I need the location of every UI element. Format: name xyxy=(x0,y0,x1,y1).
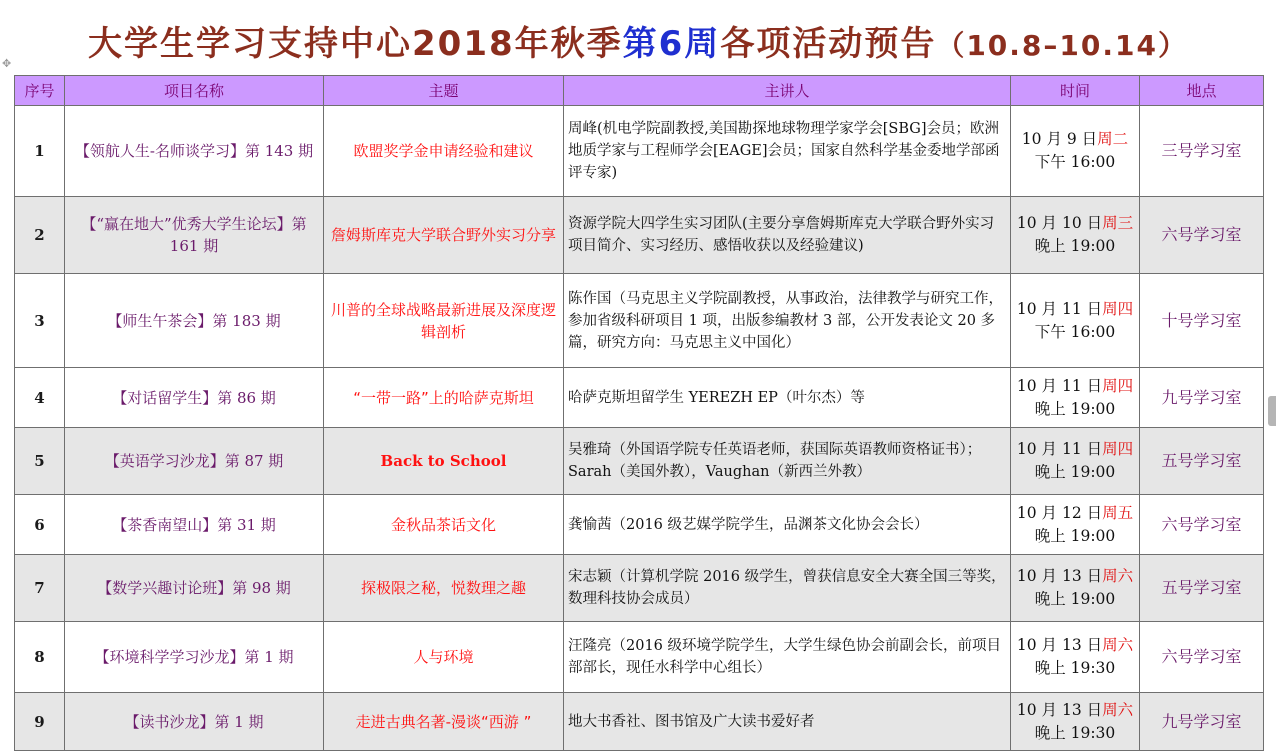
weekday: 周六 xyxy=(1102,700,1134,719)
time-cell xyxy=(1011,693,1140,751)
speaker: 哈萨克斯坦留学生 YEREZH EP（叶尔杰）等 xyxy=(564,368,1011,428)
table-row xyxy=(15,274,1264,368)
topic: 走进古典名著-漫谈“西游 ” xyxy=(324,693,564,751)
row-number: 1 xyxy=(15,106,65,197)
clock-time: 晚上 19:30 xyxy=(1034,659,1116,677)
project-name: 【“赢在地大”优秀大学生论坛】第 161 期 xyxy=(65,197,324,274)
date: 10 月 13 日 xyxy=(1016,567,1103,585)
table-row xyxy=(15,693,1264,751)
clock-time: 晚上 19:00 xyxy=(1034,590,1116,608)
table-header-row xyxy=(15,76,1264,106)
speaker: 陈作国（马克思主义学院副教授，从事政治，法律教学与研究工作，参加省级科研项目 1 项，出版参编教材 3 部，公开发表论文 20 多篇，研究方向：马克思主义中国化） xyxy=(564,274,1011,368)
location: 五号学习室 xyxy=(1140,555,1264,622)
weekday: 周二 xyxy=(1097,130,1129,148)
row-number: 9 xyxy=(15,693,65,751)
project-name: 【环境科学学习沙龙】第 1 期 xyxy=(65,622,324,693)
clock-time: 下午 16:00 xyxy=(1034,322,1116,341)
time-cell xyxy=(1011,106,1140,197)
time-cell xyxy=(1011,368,1140,428)
weekday: 周四 xyxy=(1102,376,1134,395)
project-name: 【英语学习沙龙】第 87 期 xyxy=(65,428,324,495)
project-name: 【读书沙龙】第 1 期 xyxy=(65,693,324,751)
location: 九号学习室 xyxy=(1140,693,1264,751)
topic: “一带一路”上的哈萨克斯坦 xyxy=(324,368,564,428)
speaker: 资源学院大四学生实习团队(主要分享詹姆斯库克大学联合野外实习项目简介、实习经历、感悟收获以及经验建议) xyxy=(564,197,1011,274)
table-row xyxy=(15,368,1264,428)
project-name: 【茶香南望山】第 31 期 xyxy=(65,495,324,555)
header-no: 序号 xyxy=(15,76,65,106)
location: 六号学习室 xyxy=(1140,495,1264,555)
date: 10 月 11 日 xyxy=(1016,299,1103,318)
clock-time: 晚上 19:00 xyxy=(1034,237,1116,255)
topic: 詹姆斯库克大学联合野外实习分享 xyxy=(324,197,564,274)
date: 10 月 13 日 xyxy=(1016,700,1103,719)
activity-table xyxy=(14,75,1264,751)
topic: 探极限之秘，悦数理之趣 xyxy=(324,555,564,622)
side-scroll-tab[interactable] xyxy=(1268,396,1276,426)
topic: 金秋品茶话文化 xyxy=(324,495,564,555)
clock-time: 晚上 19:30 xyxy=(1034,723,1116,742)
title-tail: 各项活动预告 xyxy=(720,24,937,64)
clock-time: 下午 16:00 xyxy=(1034,153,1116,171)
speaker: 龚愉茜（2016 级艺媒学院学生，品渊茶文化协会会长） xyxy=(564,495,1011,555)
table-row xyxy=(15,428,1264,495)
row-number: 4 xyxy=(15,368,65,428)
date: 10 月 12 日 xyxy=(1016,503,1103,522)
time-cell xyxy=(1011,428,1140,495)
row-number: 7 xyxy=(15,555,65,622)
row-number: 3 xyxy=(15,274,65,368)
location: 五号学习室 xyxy=(1140,428,1264,495)
header-time: 时间 xyxy=(1011,76,1140,106)
row-number: 6 xyxy=(15,495,65,555)
topic: 川普的全球战略最新进展及深度逻辑剖析 xyxy=(324,274,564,368)
table-move-handle-icon[interactable]: ✥ xyxy=(2,57,12,70)
date: 10 月 10 日 xyxy=(1016,214,1103,232)
weekday: 周三 xyxy=(1102,214,1134,232)
time-cell xyxy=(1011,622,1140,693)
time-cell xyxy=(1011,495,1140,555)
location: 十号学习室 xyxy=(1140,274,1264,368)
header-location: 地点 xyxy=(1140,76,1264,106)
date: 10 月 13 日 xyxy=(1016,636,1103,654)
speaker: 周峰(机电学院副教授,美国勘探地球物理学家学会[SBG]会员；欧洲地质学家与工程师学会[EAGE]会员；国家自然科学基金委地学部函评专家) xyxy=(564,106,1011,197)
date: 10 月 9 日 xyxy=(1021,130,1098,148)
project-name: 【数学兴趣讨论班】第 98 期 xyxy=(65,555,324,622)
topic: 人与环境 xyxy=(324,622,564,693)
project-name: 【对话留学生】第 86 期 xyxy=(65,368,324,428)
table-row xyxy=(15,495,1264,555)
title-date-range: （10.8–10.14） xyxy=(936,29,1188,62)
title-main: 大学生学习支持中心2018年秋季 xyxy=(88,24,623,64)
topic: Back to School xyxy=(324,428,564,495)
page-title xyxy=(0,16,1276,68)
title-week: 第6周 xyxy=(622,24,721,64)
row-number: 2 xyxy=(15,197,65,274)
location: 六号学习室 xyxy=(1140,197,1264,274)
clock-time: 晚上 19:00 xyxy=(1034,526,1116,545)
speaker: 汪隆亮（2016 级环境学院学生，大学生绿色协会前副会长，前项目部部长，现任水科学中心组长） xyxy=(564,622,1011,693)
weekday: 周五 xyxy=(1102,503,1134,522)
row-number: 8 xyxy=(15,622,65,693)
date: 10 月 11 日 xyxy=(1016,376,1103,395)
topic: 欧盟奖学金申请经验和建议 xyxy=(324,106,564,197)
weekday: 周四 xyxy=(1102,299,1134,318)
project-name: 【领航人生-名师谈学习】第 143 期 xyxy=(65,106,324,197)
location: 九号学习室 xyxy=(1140,368,1264,428)
speaker: 宋志颖（计算机学院 2016 级学生，曾获信息安全大赛全国三等奖，数理科技协会成员） xyxy=(564,555,1011,622)
clock-time: 晚上 19:00 xyxy=(1034,463,1116,481)
project-name: 【师生午茶会】第 183 期 xyxy=(65,274,324,368)
header-speaker: 主讲人 xyxy=(564,76,1011,106)
table-row xyxy=(15,555,1264,622)
speaker: 地大书香社、图书馆及广大读书爱好者 xyxy=(564,693,1011,751)
table-row xyxy=(15,106,1264,197)
header-project: 项目名称 xyxy=(65,76,324,106)
clock-time: 晚上 19:00 xyxy=(1034,399,1116,418)
header-topic: 主题 xyxy=(324,76,564,106)
table-row xyxy=(15,197,1264,274)
location: 六号学习室 xyxy=(1140,622,1264,693)
row-number: 5 xyxy=(15,428,65,495)
speaker: 吴雅琦（外国语学院专任英语老师，获国际英语教师资格证书）；Sarah（美国外教），Vaughan（新西兰外教） xyxy=(564,428,1011,495)
weekday: 周六 xyxy=(1102,567,1134,585)
time-cell xyxy=(1011,555,1140,622)
weekday: 周四 xyxy=(1102,440,1134,458)
table-row xyxy=(15,622,1264,693)
time-cell xyxy=(1011,197,1140,274)
location: 三号学习室 xyxy=(1140,106,1264,197)
time-cell xyxy=(1011,274,1140,368)
date: 10 月 11 日 xyxy=(1016,440,1103,458)
weekday: 周六 xyxy=(1102,636,1134,654)
